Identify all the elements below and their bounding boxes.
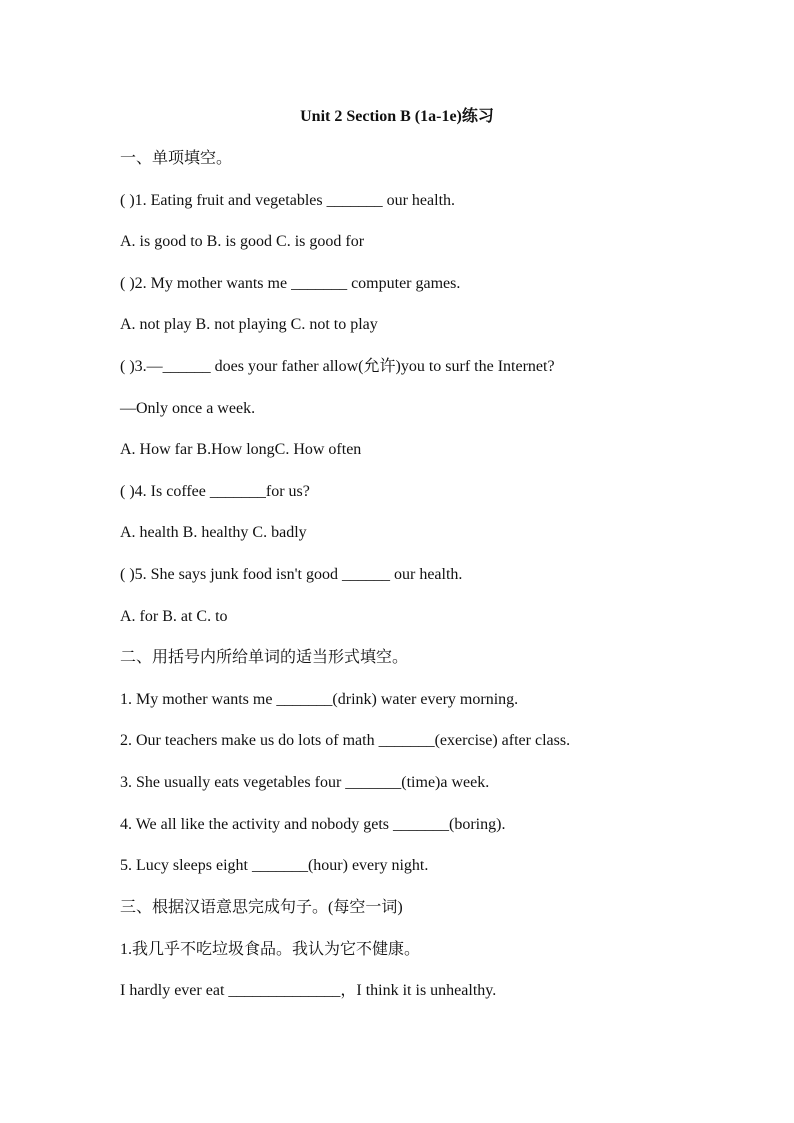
question-2-stem: ( )2. My mother wants me _______ computer games. <box>120 275 461 292</box>
fill-item-1: 1. My mother wants me _______(drink) water every morning. <box>120 691 519 708</box>
fill-item-4: 4. We all like the activity and nobody gets _______(boring). <box>120 816 506 833</box>
question-1-options: A. is good to B. is good C. is good for <box>120 233 365 250</box>
question-5-options: A. for B. at C. to <box>120 608 228 625</box>
translation-item-1-english: I hardly ever eat ______________，I think it is unhealthy. <box>120 982 497 999</box>
section3-heading: 三、根据汉语意思完成句子。(每空一词) <box>120 899 403 916</box>
translation-item-1-chinese: 1.我几乎不吃垃圾食品。我认为它不健康。 <box>120 941 421 958</box>
fill-item-3: 3. She usually eats vegetables four _______(time)a week. <box>120 774 490 791</box>
question-1-stem: ( )1. Eating fruit and vegetables _______ our health. <box>120 192 456 209</box>
question-3-stem: ( )3.—______ does your father allow(允许)you to surf the Internet? <box>120 358 555 375</box>
section1-heading: 一、单项填空。 <box>120 150 233 167</box>
question-4-options: A. health B. healthy C. badly <box>120 524 307 541</box>
fill-item-5: 5. Lucy sleeps eight _______(hour) every night. <box>120 857 429 874</box>
page-title: Unit 2 Section B (1a-1e)练习 <box>300 108 494 125</box>
question-3-reply: —Only once a week. <box>120 400 256 417</box>
question-3-options: A. How far B.How longC. How often <box>120 441 362 458</box>
question-5-stem: ( )5. She says junk food isn't good ______ our health. <box>120 566 463 583</box>
question-2-options: A. not play B. not playing C. not to play <box>120 316 378 333</box>
fill-item-2: 2. Our teachers make us do lots of math _______(exercise) after class. <box>120 732 571 749</box>
question-4-stem: ( )4. Is coffee _______for us? <box>120 483 310 500</box>
section2-heading: 二、用括号内所给单词的适当形式填空。 <box>120 649 409 666</box>
